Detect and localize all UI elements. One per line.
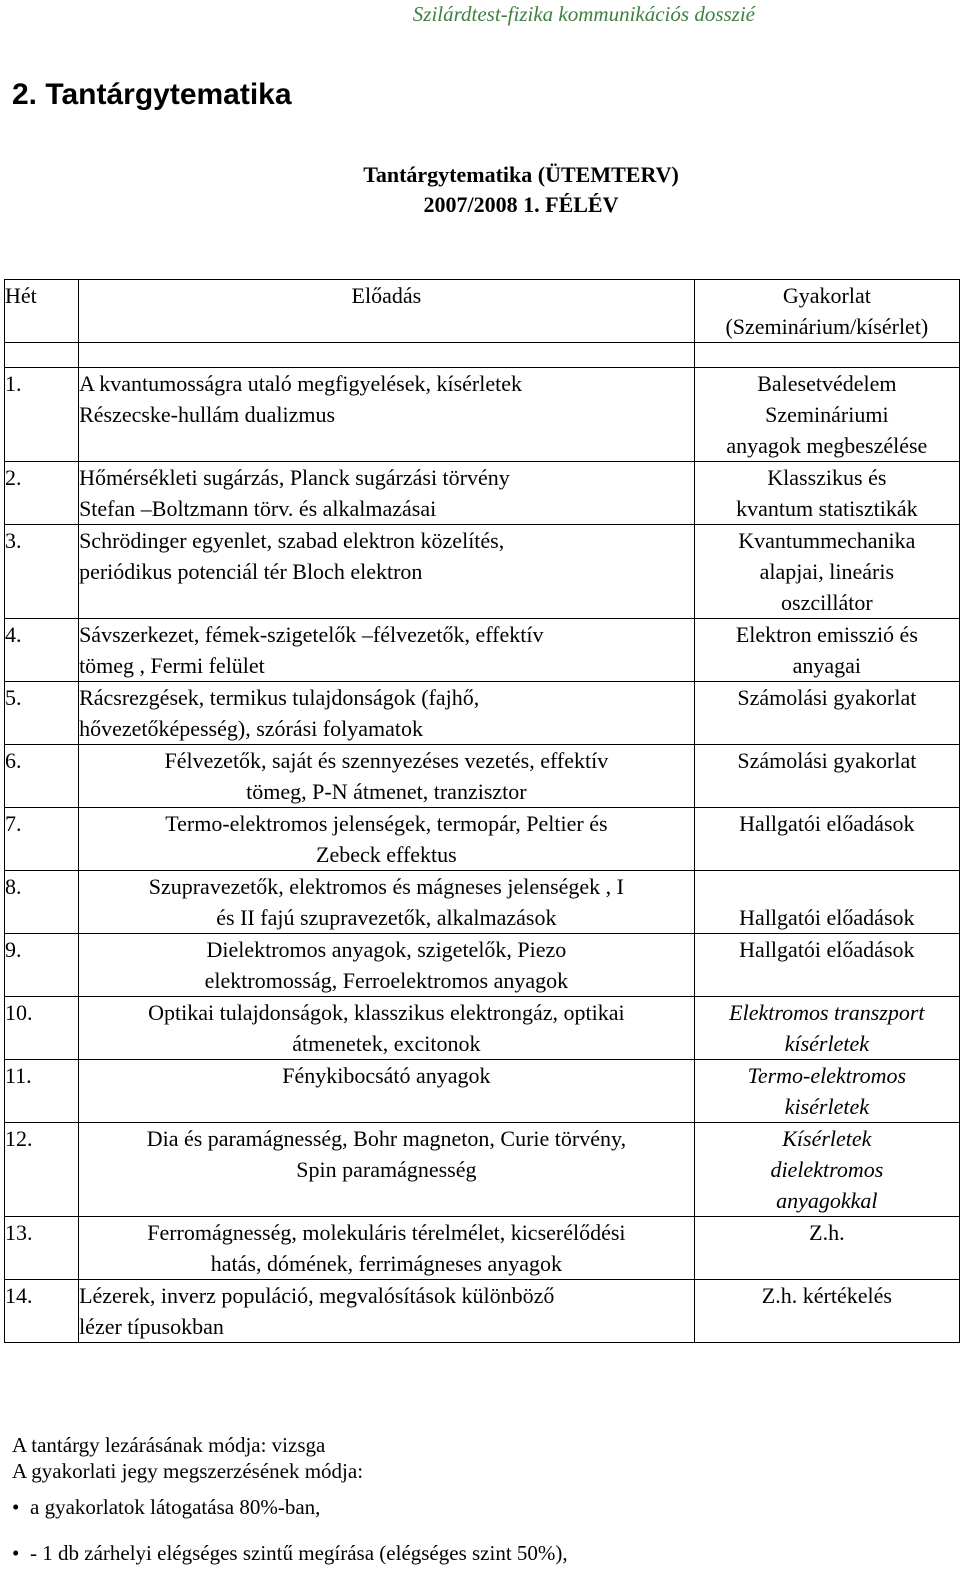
- table-row: [5, 525, 960, 619]
- table-row: [5, 997, 960, 1060]
- lecture-cell: [79, 808, 695, 871]
- column-header-week: Hét: [5, 280, 79, 343]
- practice-line: Elektromos transzport: [729, 1000, 925, 1025]
- lecture-line: A kvantumosságra utaló megfigyelések, kísérletek: [79, 371, 522, 396]
- practice-line: Termo-elektromos: [747, 1063, 907, 1088]
- practice-line: kisérletek: [784, 1094, 869, 1119]
- lecture-line: Stefan –Boltzmann törv. és alkalmazásai: [79, 496, 437, 521]
- practice-line: Elektron emisszió és: [735, 622, 918, 647]
- lecture-line: Dia és paramágnesség, Bohr magneton, Curie törvény,: [146, 1126, 627, 1151]
- lecture-line: tömeg, P-N átmenet, tranzisztor: [246, 779, 527, 804]
- document-title: Tantárgytematika (ÜTEMTERV): [363, 162, 679, 187]
- practice-cell: [694, 871, 959, 934]
- practice-line: Z.h.: [809, 1220, 845, 1245]
- lecture-cell: [79, 871, 695, 934]
- lecture-cell: [79, 1217, 695, 1280]
- practice-cell: [694, 934, 959, 997]
- practice-line: Számolási gyakorlat: [737, 748, 917, 773]
- table-header-row: [5, 280, 960, 343]
- practice-cell: [694, 1280, 959, 1343]
- lecture-cell: [79, 1060, 695, 1123]
- week-cell: 7.: [5, 808, 79, 871]
- spacer-cell: [79, 343, 695, 368]
- lecture-cell: [79, 745, 695, 808]
- week-cell: 5.: [5, 682, 79, 745]
- column-header-lecture: Előadás: [79, 280, 695, 343]
- practice-line: Számolási gyakorlat: [737, 685, 917, 710]
- column-header-practice-line2: (Szeminárium/kísérlet): [725, 314, 929, 339]
- document-semester: 2007/2008 1. FÉLÉV: [423, 192, 619, 217]
- practice-line: Hallgatói előadások: [739, 937, 915, 962]
- practice-cell: [694, 368, 959, 462]
- lecture-cell: [79, 525, 695, 619]
- practice-line: anyagokkal: [776, 1188, 878, 1213]
- practice-line: Klasszikus és: [767, 465, 887, 490]
- bullet-text: a gyakorlatok látogatása 80%-ban,: [30, 1495, 321, 1519]
- table-row: [5, 462, 960, 525]
- lecture-line: Félvezetők, saját és szennyezéses vezetés, effektív: [164, 748, 609, 773]
- week-cell: 10.: [5, 997, 79, 1060]
- lecture-line: Rácsrezgések, termikus tulajdonságok (fajhő,: [79, 685, 480, 710]
- lecture-cell: [79, 462, 695, 525]
- practice-line: oszcillátor: [781, 590, 873, 615]
- lecture-line: tömeg , Fermi felület: [79, 653, 265, 678]
- lecture-cell: [79, 1280, 695, 1343]
- practice-cell: [694, 997, 959, 1060]
- practice-cell: [694, 1123, 959, 1217]
- lecture-line: és II fajú szupravezetők, alkalmazások: [216, 905, 557, 930]
- table-row: [5, 871, 960, 934]
- lecture-line: periódikus potenciál tér Bloch elektron: [79, 559, 423, 584]
- table-row: [5, 808, 960, 871]
- lecture-cell: [79, 1123, 695, 1217]
- lecture-line: Dielektromos anyagok, szigetelők, Piezo: [206, 937, 567, 962]
- week-cell: 14.: [5, 1280, 79, 1343]
- table-spacer-row: [5, 343, 960, 368]
- bullet-dot-icon: •: [12, 1541, 20, 1565]
- week-cell: 11.: [5, 1060, 79, 1123]
- practice-line: kísérletek: [784, 1031, 869, 1056]
- lecture-cell: [79, 368, 695, 462]
- table-row: [5, 619, 960, 682]
- week-cell: 12.: [5, 1123, 79, 1217]
- week-cell: 8.: [5, 871, 79, 934]
- lecture-line: Optikai tulajdonságok, klasszikus elektrongáz, optikai: [148, 1000, 625, 1025]
- practice-cell: [694, 745, 959, 808]
- lecture-line: Zebeck effektus: [316, 842, 457, 867]
- week-cell: 3.: [5, 525, 79, 619]
- table-row: [5, 368, 960, 462]
- lecture-line: Termo-elektromos jelenségek, termopár, Peltier és: [165, 811, 608, 836]
- lecture-line: Ferromágnesség, molekuláris térelmélet, kicserélődési: [147, 1220, 626, 1245]
- lecture-line: lézer típusokban: [79, 1314, 224, 1339]
- practice-cell: [694, 682, 959, 745]
- section-title: 2. Tantárgytematika: [12, 78, 292, 111]
- practice-line: kvantum statisztikák: [736, 496, 918, 521]
- lecture-line: Sávszerkezet, fémek-szigetelők –félvezetők, effektív: [79, 622, 544, 647]
- practice-line: Kvantummechanika: [738, 528, 916, 553]
- week-cell: 9.: [5, 934, 79, 997]
- practice-cell: [694, 462, 959, 525]
- practice-line: Hallgatói előadások: [739, 811, 915, 836]
- bullet-item: [12, 1540, 568, 1566]
- practice-line: dielektromos: [770, 1157, 884, 1182]
- lecture-line: Fénykibocsátó anyagok: [282, 1063, 491, 1088]
- lecture-line: Schrödinger egyenlet, szabad elektron közelítés,: [79, 528, 505, 553]
- practice-line: anyagai: [792, 653, 862, 678]
- practice-cell: [694, 808, 959, 871]
- practice-line: anyagok megbeszélése: [726, 433, 928, 458]
- lecture-line: Részecske-hullám dualizmus: [79, 402, 336, 427]
- lecture-cell: [79, 934, 695, 997]
- column-header-practice-line1: Gyakorlat: [782, 283, 871, 308]
- lecture-line: elektromosság, Ferroelektromos anyagok: [204, 968, 569, 993]
- lecture-line: átmenetek, excitonok: [292, 1031, 481, 1056]
- lecture-cell: [79, 682, 695, 745]
- lecture-line: Spin paramágnesség: [296, 1157, 477, 1182]
- spacer-cell: [694, 343, 959, 368]
- running-header: Szilárdtest-fizika kommunikációs dosszié: [412, 2, 755, 26]
- lecture-line: Szupravezetők, elektromos és mágneses jelenségek , I: [148, 874, 625, 899]
- practice-cell: [694, 1060, 959, 1123]
- practice-cell: [694, 1217, 959, 1280]
- week-cell: 6.: [5, 745, 79, 808]
- bullet-dot-icon: •: [12, 1495, 20, 1519]
- week-cell: 1.: [5, 368, 79, 462]
- schedule-table: [4, 279, 960, 1343]
- bullet-text: - 1 db zárhelyi elégséges szintű megírása (elégséges szint 50%),: [30, 1541, 568, 1565]
- practice-line: Hallgatói előadások: [739, 905, 915, 930]
- column-header-practice: [694, 280, 959, 343]
- lecture-cell: [79, 997, 695, 1060]
- table-row: [5, 1280, 960, 1343]
- table-row: [5, 1060, 960, 1123]
- table-row: [5, 682, 960, 745]
- practice-line: Szemináriumi: [765, 402, 889, 427]
- practice-cell: [694, 525, 959, 619]
- spacer-cell: [5, 343, 79, 368]
- lecture-cell: [79, 619, 695, 682]
- table-row: [5, 1217, 960, 1280]
- bullet-item: [12, 1494, 320, 1520]
- practice-line: Z.h. kértékelés: [761, 1283, 892, 1308]
- lecture-line: Hőmérsékleti sugárzás, Planck sugárzási törvény: [79, 465, 510, 490]
- lecture-line: Lézerek, inverz populáció, megvalósítások különböző: [79, 1283, 555, 1308]
- table-row: [5, 1123, 960, 1217]
- practice-line: Kísérletek: [782, 1126, 872, 1151]
- table-row: [5, 934, 960, 997]
- closing-method-text: A tantárgy lezárásának módja: vizsga: [12, 1433, 326, 1457]
- lecture-line: hatás, dómének, ferrimágneses anyagok: [210, 1251, 563, 1276]
- practice-grade-text: A gyakorlati jegy megszerzésének módja:: [12, 1459, 364, 1483]
- practice-cell: [694, 619, 959, 682]
- table-row: [5, 745, 960, 808]
- week-cell: 4.: [5, 619, 79, 682]
- practice-line: [695, 871, 959, 902]
- practice-line: alapjai, lineáris: [759, 559, 895, 584]
- week-cell: 13.: [5, 1217, 79, 1280]
- week-cell: 2.: [5, 462, 79, 525]
- lecture-line: hővezetőképesség), szórási folyamatok: [79, 716, 423, 741]
- practice-line: Balesetvédelem: [757, 371, 897, 396]
